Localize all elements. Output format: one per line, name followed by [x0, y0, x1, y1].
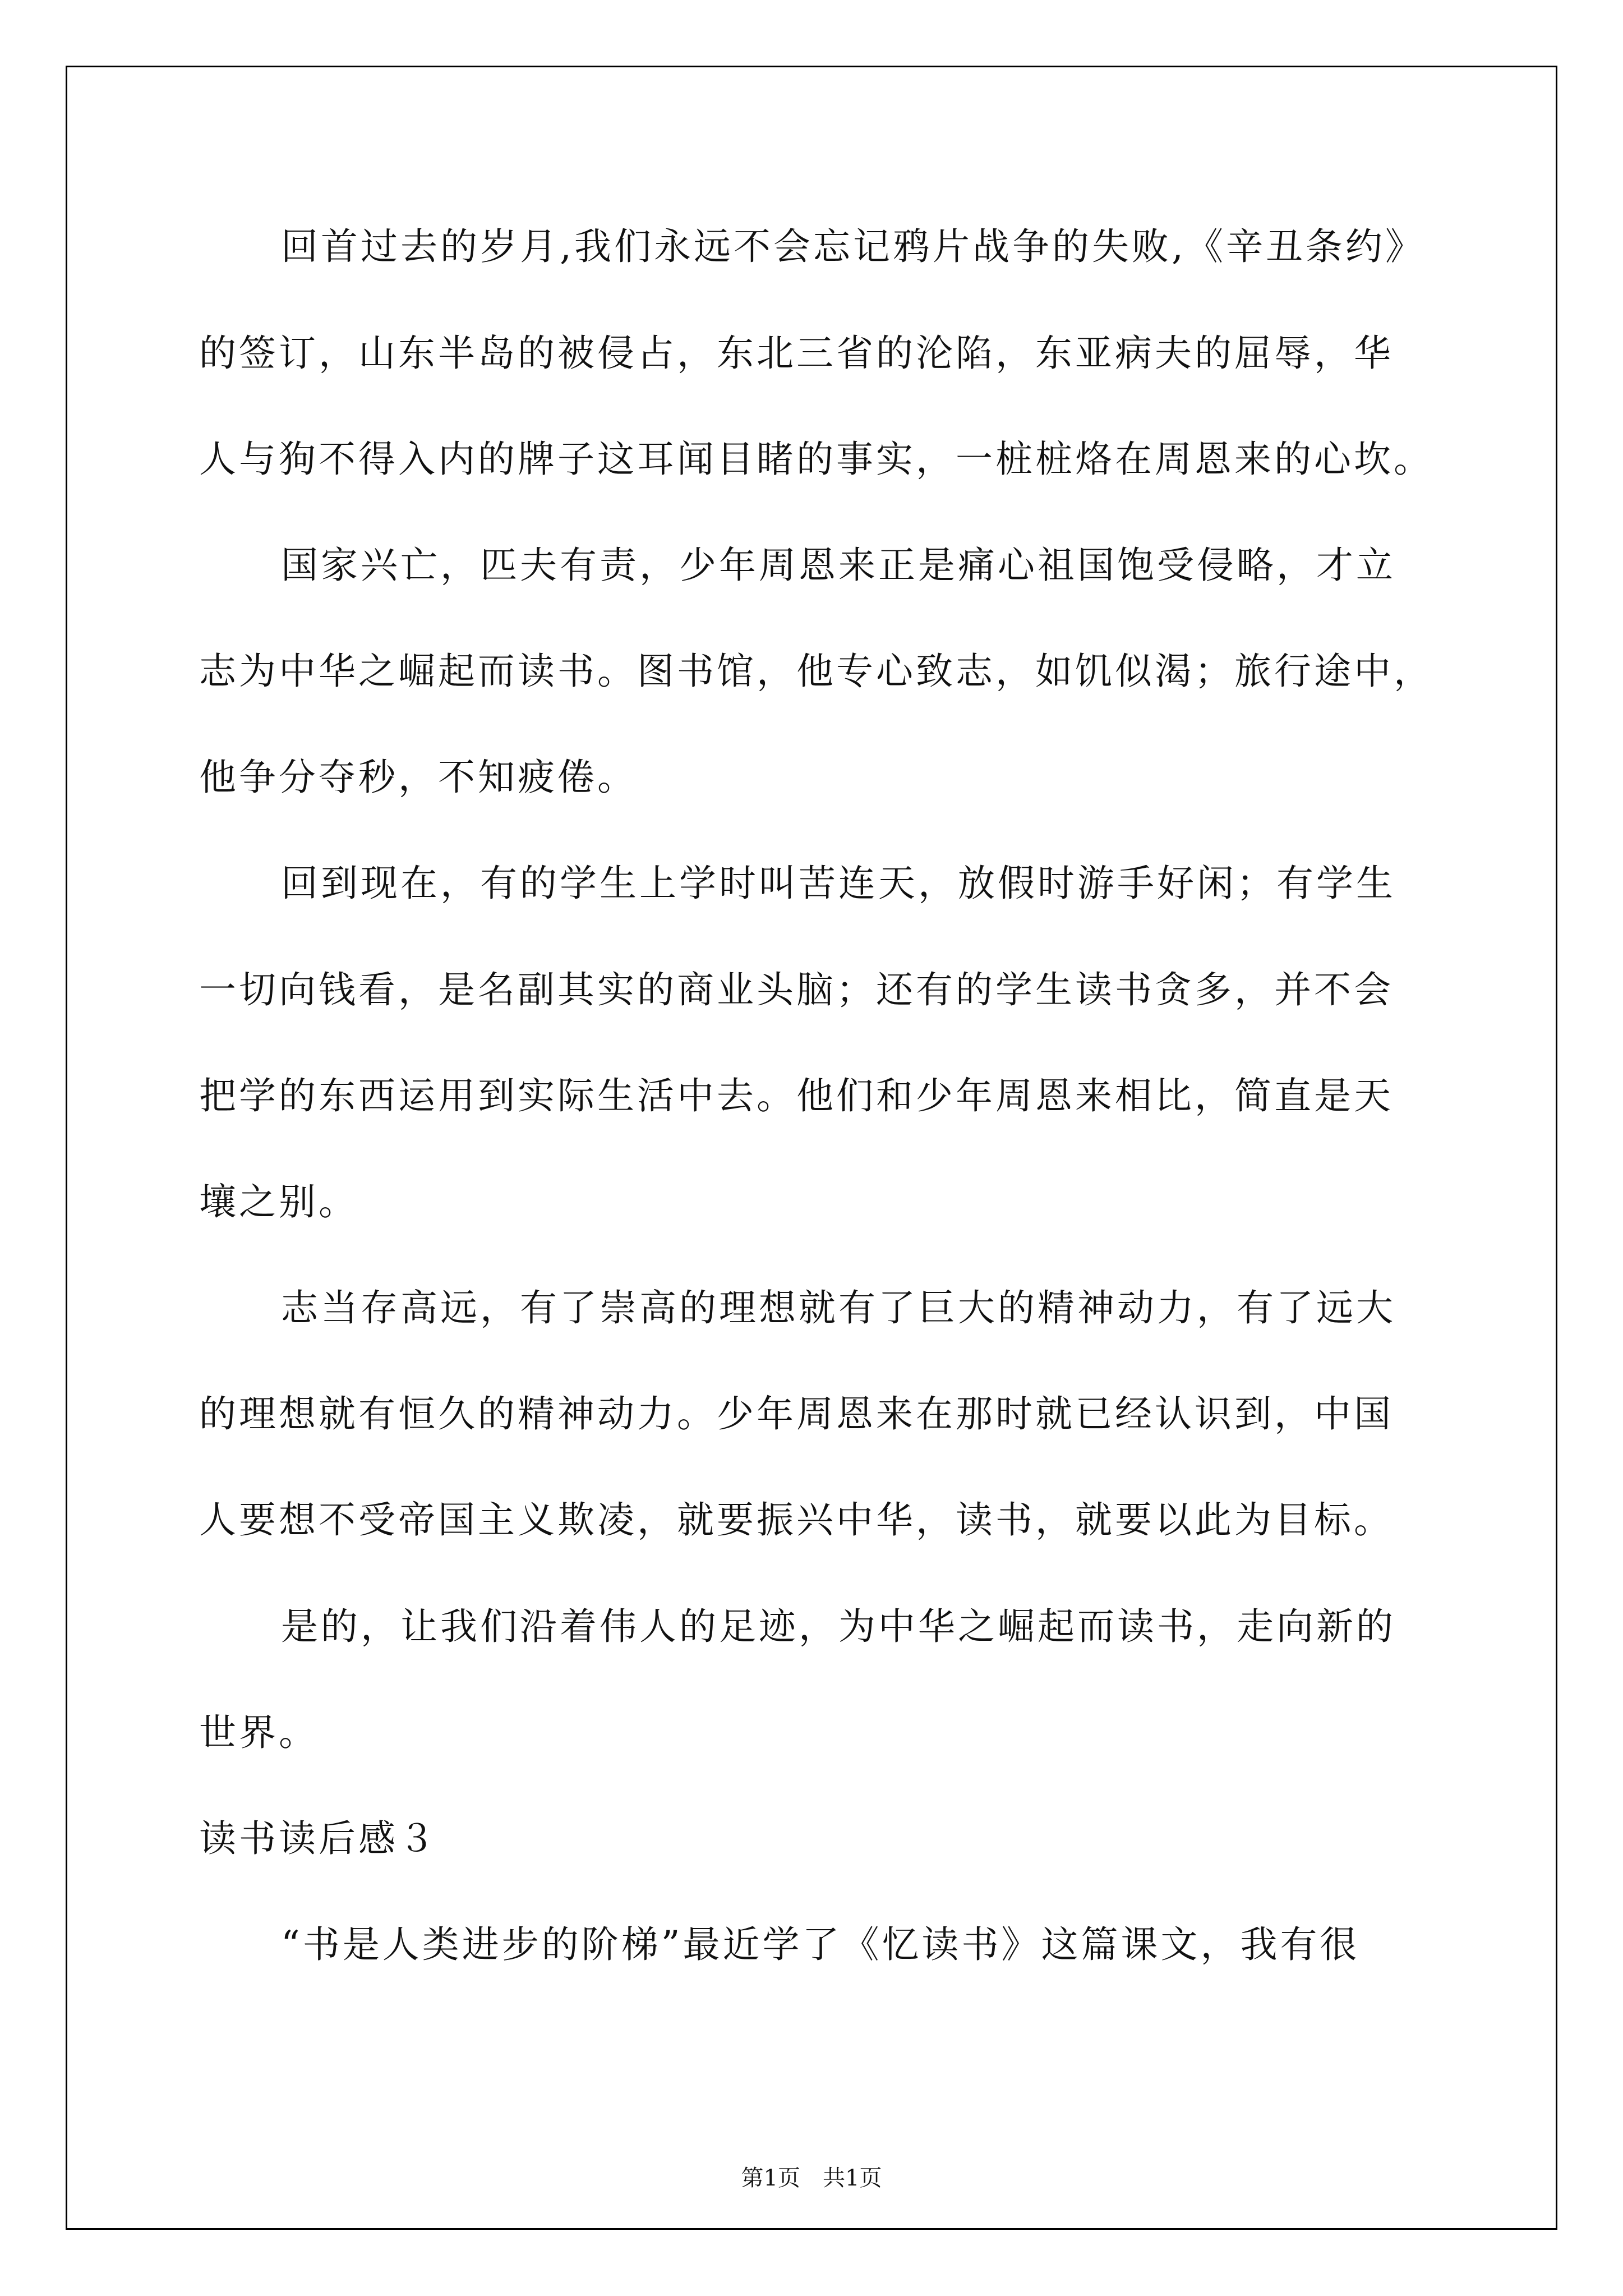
paragraph-line: 的签订，山东半岛的被侵占，东北三省的沦陷，东亚病夫的屈辱，华 [199, 332, 1394, 375]
paragraph-line: 志为中华之崛起而读书。图书馆，他专心致志，如饥似渴；旅行途中， [199, 650, 1433, 693]
paragraph-line: 他争分夺秒，不知疲倦。 [199, 756, 637, 799]
page-number-footer: 第1页 共1页 [741, 2165, 882, 2191]
paragraph-line: 一切向钱看，是名副其实的商业头脑；还有的学生读书贪多，并不会 [199, 968, 1394, 1011]
paragraph-line: 回首过去的岁月,我们永远不会忘记鸦片战争的失败,《辛丑条约》 [281, 225, 1425, 268]
paragraph-line: 志当存高远，有了崇高的理想就有了巨大的精神动力，有了远大 [281, 1286, 1396, 1329]
paragraph-line: 世界。 [199, 1711, 319, 1754]
paragraph-line: “书是人类进步的阶梯”最近学了《忆读书》这篇课文，我有很 [281, 1923, 1360, 1966]
page-border [66, 66, 1557, 2230]
paragraph-line: 的理想就有恒久的精神动力。少年周恩来在那时就已经认识到，中国 [199, 1392, 1394, 1435]
paragraph-line: 是的，让我们沿着伟人的足迹，为中华之崛起而读书，走向新的 [281, 1605, 1396, 1648]
paragraph-line: 人与狗不得入内的牌子这耳闻目睹的事实，一桩桩烙在周恩来的心坎。 [199, 438, 1433, 481]
paragraph-line: 人要想不受帝国主义欺凌，就要振兴中华，读书，就要以此为目标。 [199, 1498, 1394, 1542]
paragraph-line: 回到现在，有的学生上学时叫苦连天，放假时游手好闲；有学生 [281, 862, 1396, 905]
paragraph-line: 国家兴亡，匹夫有责，少年周恩来正是痛心祖国饱受侵略，才立 [281, 544, 1396, 587]
paragraph-line: 壤之别。 [199, 1180, 358, 1223]
paragraph-line: 把学的东西运用到实际生活中去。他们和少年周恩来相比，简直是天 [199, 1074, 1394, 1117]
section-heading: 读书读后感３ [199, 1817, 438, 1860]
